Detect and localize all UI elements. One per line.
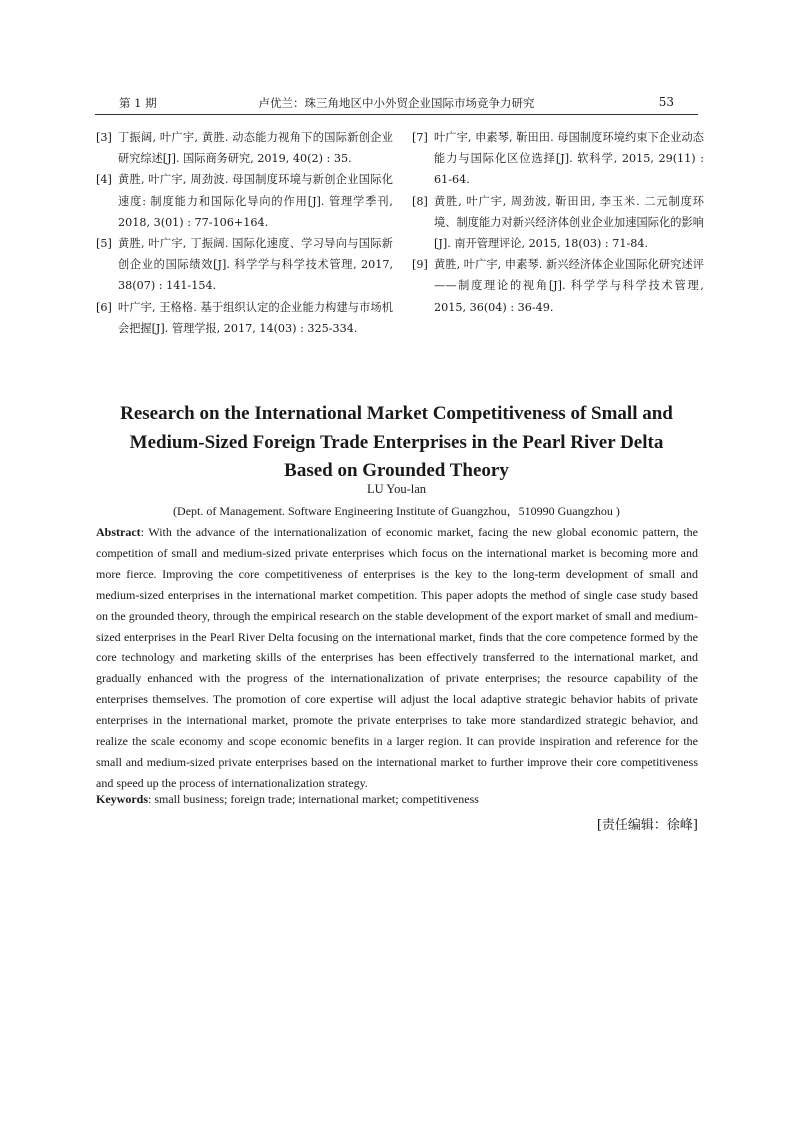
- reference-item: [412, 254, 704, 318]
- reference-text: 叶广宇, 王格格. 基于组织认定的企业能力构建与市场机会把握[J]. 管理学报, 2017, 14(03) : 325-334.: [118, 300, 393, 335]
- title-line: Medium-Sized Foreign Trade Enterprises in the Pearl River Delta: [129, 431, 664, 453]
- reference-text: 丁振阔, 叶广宇, 黄胜. 动态能力视角下的国际新创企业研究综述[J]. 国际商务研究, 2019, 40(2) : 35.: [118, 131, 393, 166]
- reference-item: [96, 297, 393, 339]
- abstract: [96, 522, 698, 794]
- page-number: 53: [658, 95, 674, 109]
- abstract-label: Abstract: [96, 525, 141, 539]
- reference-number: [9]: [412, 258, 428, 272]
- running-header: [95, 94, 698, 115]
- title-line: Research on the International Market Competitiveness of Small and: [120, 403, 673, 424]
- abstract-text: : With the advance of the internationalization of economic market, facing the new global economic pattern, the competition of small and medium-sized private enterprises which focus on the international market is becoming more and more fierce. Improving the core competitiveness of enterprises is the key to the long-term development of small and medium-sized enterprises in the international market competition. This paper adopts the method of single case study based on the grounded theory, through the empirical research on the stable development of the export market of small and medium-sized enterprises in the Pearl River Delta focusing on the international market, finds that the core competence formed by the core technology and marketing skills of the enterprises has been effectively transferred to the international market, and gradually enhanced with the progress of the internationalization of private enterprises; the resource capability of the enterprises themselves. The promotion of core expertise will adjust the local adaptive strategic behavior habits of private enterprises in the international market, promote the private enterprises to take more standardized strategic behavior, and realize the scale economy and scope economic benefits in a larger region. It can provide inspiration and reference for the small and medium-sized private enterprises based on the international market to further improve their core competitiveness and speed up the process of internationalization strategy.: [96, 525, 698, 790]
- reference-number: [6]: [96, 300, 112, 314]
- reference-number: [5]: [96, 237, 112, 251]
- reference-item: [96, 169, 393, 233]
- reference-item: [96, 233, 393, 297]
- issue-number: 第 1 期: [119, 96, 157, 110]
- reference-item: [412, 127, 704, 191]
- title-line: Based on Grounded Theory: [284, 460, 509, 481]
- author-name: LU You-lan: [366, 482, 427, 496]
- english-title: [96, 400, 697, 486]
- running-title: 卢优兰：珠三角地区中小外贸企业国际市场竞争力研究: [258, 96, 535, 110]
- keywords-label: Keywords: [96, 792, 148, 806]
- reference-text: 黄胜, 叶广宇, 周劲波, 靳田田, 李玉米. 二元制度环境、制度能力对新兴经济体创业企业加速国际化的影响[J]. 南开管理评论, 2015, 18(03) : 71-84.: [434, 194, 704, 251]
- reference-text: 黄胜, 叶广宇, 申素琴. 新兴经济体企业国际化研究述评——制度理论的视角[J]. 科学学与科学技术管理, 2015, 36(04) : 36-49.: [434, 258, 704, 314]
- references-right-column: [412, 127, 704, 318]
- reference-text: 黄胜, 叶广宇, 丁振阔. 国际化速度、学习导向与国际新创企业的国际绩效[J]. 科学学与科学技术管理, 2017, 38(07) : 141-154.: [118, 237, 393, 293]
- references-left-column: [96, 127, 393, 339]
- reference-text: 叶广宇, 申素琴, 靳田田. 母国制度环境约束下企业动态能力与国际化区位选择[J]. 软科学, 2015, 29(11) : 61-64.: [434, 131, 704, 187]
- reference-item: [412, 191, 704, 255]
- reference-item: [96, 127, 393, 169]
- editor-note: [责任编辑：徐峰]: [596, 818, 698, 833]
- keywords: [96, 792, 698, 807]
- reference-number: [7]: [412, 131, 428, 144]
- reference-number: [3]: [96, 131, 112, 144]
- author-affiliation: (Dept. of Management. Software Engineering Institute of Guangzhou，510990 Guangzhou ): [173, 504, 620, 518]
- reference-number: [4]: [96, 173, 112, 187]
- keywords-text: : small business; foreign trade; international market; competitiveness: [148, 792, 479, 806]
- reference-number: [8]: [412, 194, 428, 208]
- reference-text: 黄胜, 叶广宇, 周劲波. 母国制度环境与新创企业国际化速度: 制度能力和国际化导向的作用[J]. 管理学季刊, 2018, 3(01) : 77-106+164.: [118, 173, 393, 229]
